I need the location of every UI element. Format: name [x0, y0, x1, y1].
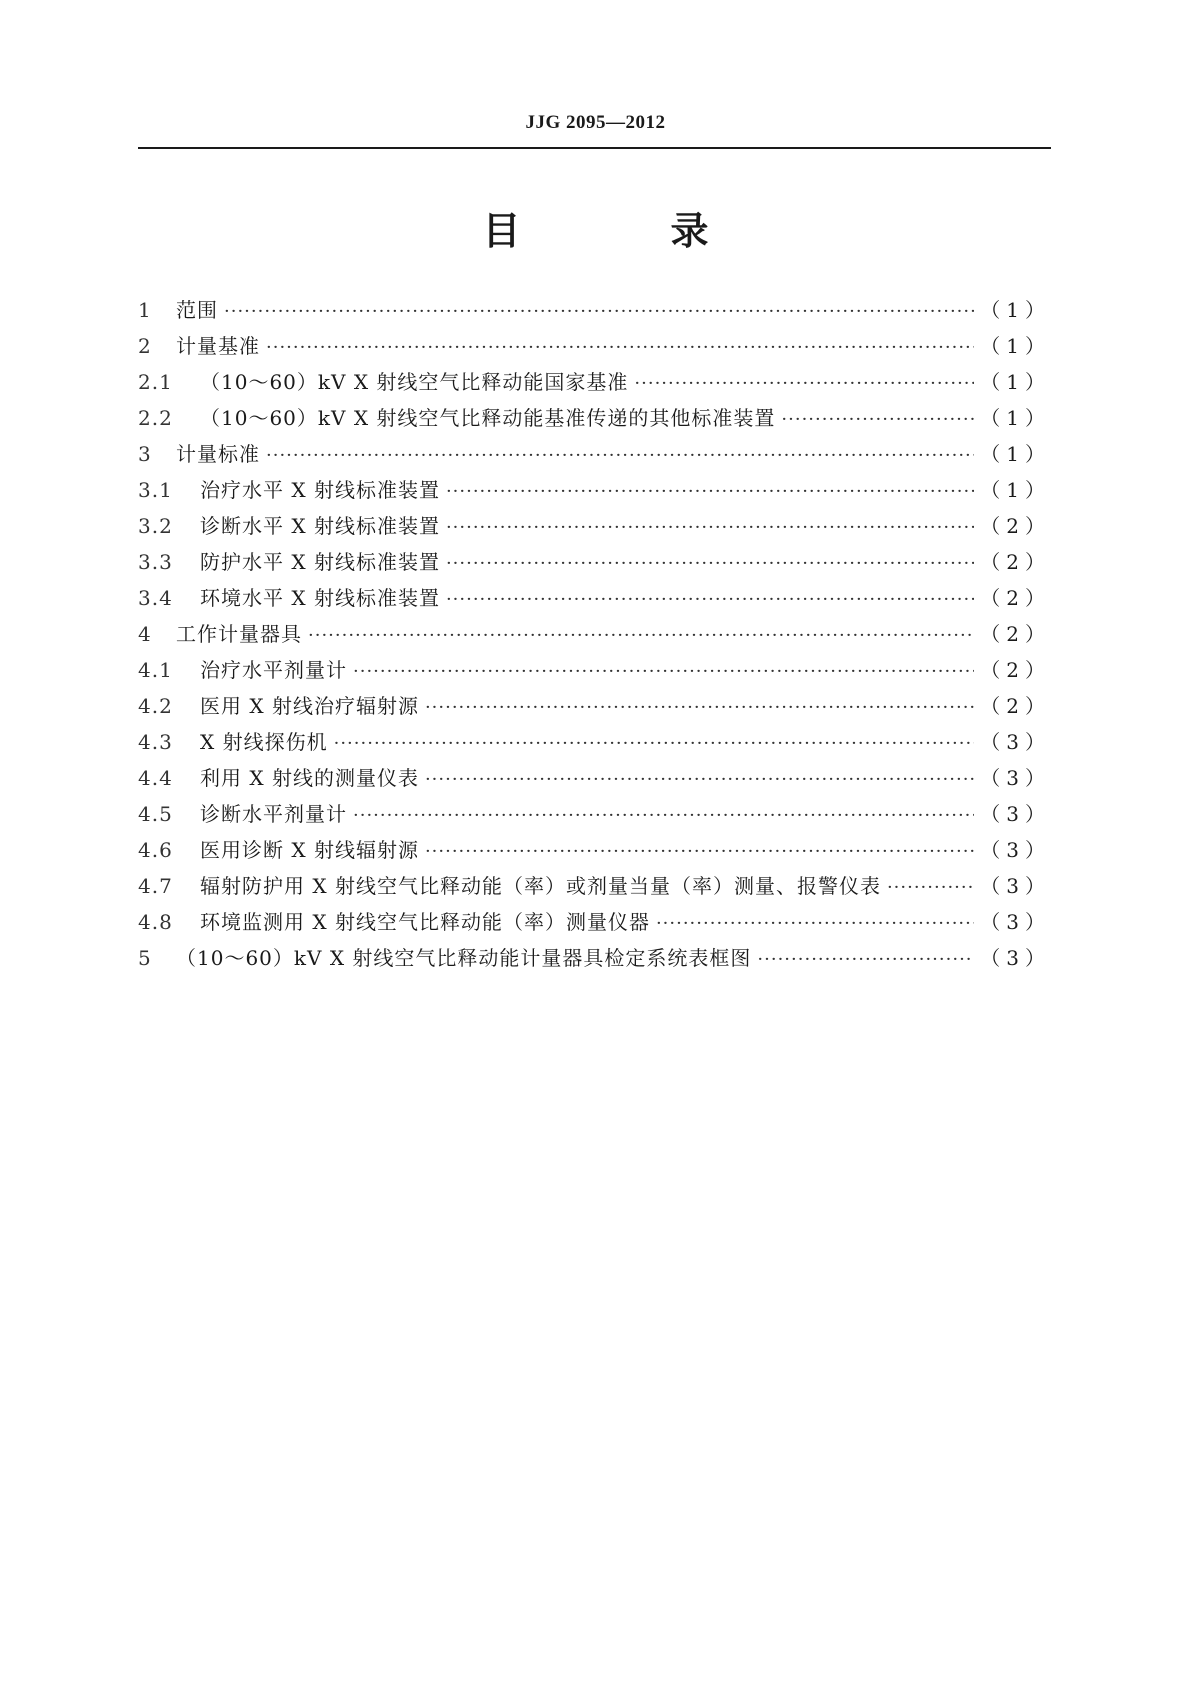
- toc-entry[interactable]: [138, 364, 1051, 400]
- toc-entry[interactable]: [138, 904, 1051, 940]
- toc-entry-page: （2）: [980, 550, 1051, 574]
- toc-entry-title: 医用 X 射线治疗辐射源: [200, 694, 419, 718]
- toc-entry-title: 工作计量器具: [176, 622, 302, 646]
- toc-entry-title: X 射线探伤机: [200, 730, 328, 754]
- toc-entry-number: 5: [138, 946, 152, 970]
- toc-dot-leader: [634, 366, 974, 402]
- header-divider: [138, 147, 1051, 149]
- toc-entry[interactable]: [138, 292, 1051, 328]
- toc-entry-number: 4.3: [138, 730, 173, 754]
- toc-entry-number: 4.5: [138, 802, 173, 826]
- toc-entry-page: （3）: [980, 838, 1051, 862]
- toc-dot-leader: [425, 690, 974, 726]
- toc-entry-title: （10～60）kV X 射线空气比释动能国家基准: [200, 370, 629, 394]
- toc-entry-page: （2）: [980, 658, 1051, 682]
- toc-entry-title: （10～60）kV X 射线空气比释动能计量器具检定系统表框图: [176, 946, 752, 970]
- toc-dot-leader: [656, 906, 974, 942]
- toc-dot-leader: [446, 546, 974, 582]
- toc-entry-title: 计量基准: [176, 334, 260, 358]
- toc-entry[interactable]: [138, 400, 1051, 436]
- toc-entry-number: 3.1: [138, 478, 173, 502]
- toc-entry-page: （1）: [980, 370, 1051, 394]
- toc-dot-leader: [781, 402, 974, 438]
- toc-entry[interactable]: [138, 688, 1051, 724]
- toc-entry-page: （3）: [980, 730, 1051, 754]
- toc-entry[interactable]: [138, 652, 1051, 688]
- toc-entry-title: 防护水平 X 射线标准装置: [200, 550, 440, 574]
- toc-entry[interactable]: [138, 544, 1051, 580]
- toc-entry-page: （3）: [980, 910, 1051, 934]
- toc-dot-leader: [446, 582, 974, 618]
- toc-entry[interactable]: [138, 508, 1051, 544]
- toc-entry[interactable]: [138, 832, 1051, 868]
- toc-entry[interactable]: [138, 760, 1051, 796]
- toc-dot-leader: [757, 942, 974, 978]
- toc-dot-leader: [887, 870, 974, 906]
- toc-entry-page: （1）: [980, 442, 1051, 466]
- toc-dot-leader: [308, 618, 974, 654]
- toc-entry-title: 环境水平 X 射线标准装置: [200, 586, 440, 610]
- toc-entry-page: （3）: [980, 802, 1051, 826]
- toc-entry[interactable]: [138, 616, 1051, 652]
- toc-entry-number: 2: [138, 334, 152, 358]
- toc-entry[interactable]: [138, 580, 1051, 616]
- toc-entry-number: 3.3: [138, 550, 173, 574]
- toc-dot-leader: [334, 726, 975, 762]
- toc-entry-title: 诊断水平剂量计: [200, 802, 347, 826]
- toc-entry-number: 4.1: [138, 658, 173, 682]
- toc-entry-title: 辐射防护用 X 射线空气比释动能（率）或剂量当量（率）测量、报警仪表: [200, 874, 881, 898]
- toc-entry-number: 2.1: [138, 370, 173, 394]
- toc-entry-page: （1）: [980, 334, 1051, 358]
- table-of-contents: [138, 292, 1051, 976]
- toc-entry-number: 4.8: [138, 910, 173, 934]
- toc-entry-number: 4.2: [138, 694, 173, 718]
- toc-entry-title: 医用诊断 X 射线辐射源: [200, 838, 419, 862]
- toc-entry-number: 4.4: [138, 766, 173, 790]
- toc-dot-leader: [266, 330, 974, 366]
- toc-entry-page: （3）: [980, 874, 1051, 898]
- toc-entry-title: 治疗水平 X 射线标准装置: [200, 478, 440, 502]
- toc-entry[interactable]: [138, 868, 1051, 904]
- toc-entry-number: 4.7: [138, 874, 173, 898]
- toc-entry-page: （2）: [980, 622, 1051, 646]
- toc-entry-page: （1）: [980, 406, 1051, 430]
- toc-entry[interactable]: [138, 328, 1051, 364]
- toc-entry-page: （2）: [980, 514, 1051, 538]
- toc-entry-title: 环境监测用 X 射线空气比释动能（率）测量仪器: [200, 910, 650, 934]
- toc-entry-title: 范围: [176, 298, 218, 322]
- document-code-header: JJG 2095—2012: [525, 112, 666, 133]
- toc-dot-leader: [446, 474, 974, 510]
- toc-entry[interactable]: [138, 436, 1051, 472]
- toc-entry-number: 3: [138, 442, 152, 466]
- toc-entry-number: 3.4: [138, 586, 173, 610]
- toc-entry-number: 2.2: [138, 406, 173, 430]
- toc-entry-number: 4.6: [138, 838, 173, 862]
- page-title: 目 录: [482, 209, 765, 253]
- toc-entry-number: 4: [138, 622, 152, 646]
- toc-entry[interactable]: [138, 796, 1051, 832]
- toc-entry-title: 治疗水平剂量计: [200, 658, 347, 682]
- toc-entry-page: （1）: [980, 298, 1051, 322]
- toc-dot-leader: [425, 834, 974, 870]
- toc-dot-leader: [266, 438, 974, 474]
- toc-entry[interactable]: [138, 940, 1051, 976]
- toc-entry-page: （1）: [980, 478, 1051, 502]
- toc-entry[interactable]: [138, 724, 1051, 760]
- toc-dot-leader: [224, 294, 974, 330]
- toc-dot-leader: [446, 510, 974, 546]
- toc-dot-leader: [353, 654, 974, 690]
- toc-entry-page: （3）: [980, 946, 1051, 970]
- toc-entry-number: 1: [138, 298, 152, 322]
- toc-entry-page: （2）: [980, 694, 1051, 718]
- toc-entry-title: 计量标准: [176, 442, 260, 466]
- toc-entry-title: （10～60）kV X 射线空气比释动能基准传递的其他标准装置: [200, 406, 776, 430]
- toc-dot-leader: [425, 762, 974, 798]
- toc-entry-page: （3）: [980, 766, 1051, 790]
- toc-entry-title: 利用 X 射线的测量仪表: [200, 766, 419, 790]
- toc-entry-title: 诊断水平 X 射线标准装置: [200, 514, 440, 538]
- toc-dot-leader: [353, 798, 974, 834]
- toc-entry-number: 3.2: [138, 514, 173, 538]
- toc-entry[interactable]: [138, 472, 1051, 508]
- toc-entry-page: （2）: [980, 586, 1051, 610]
